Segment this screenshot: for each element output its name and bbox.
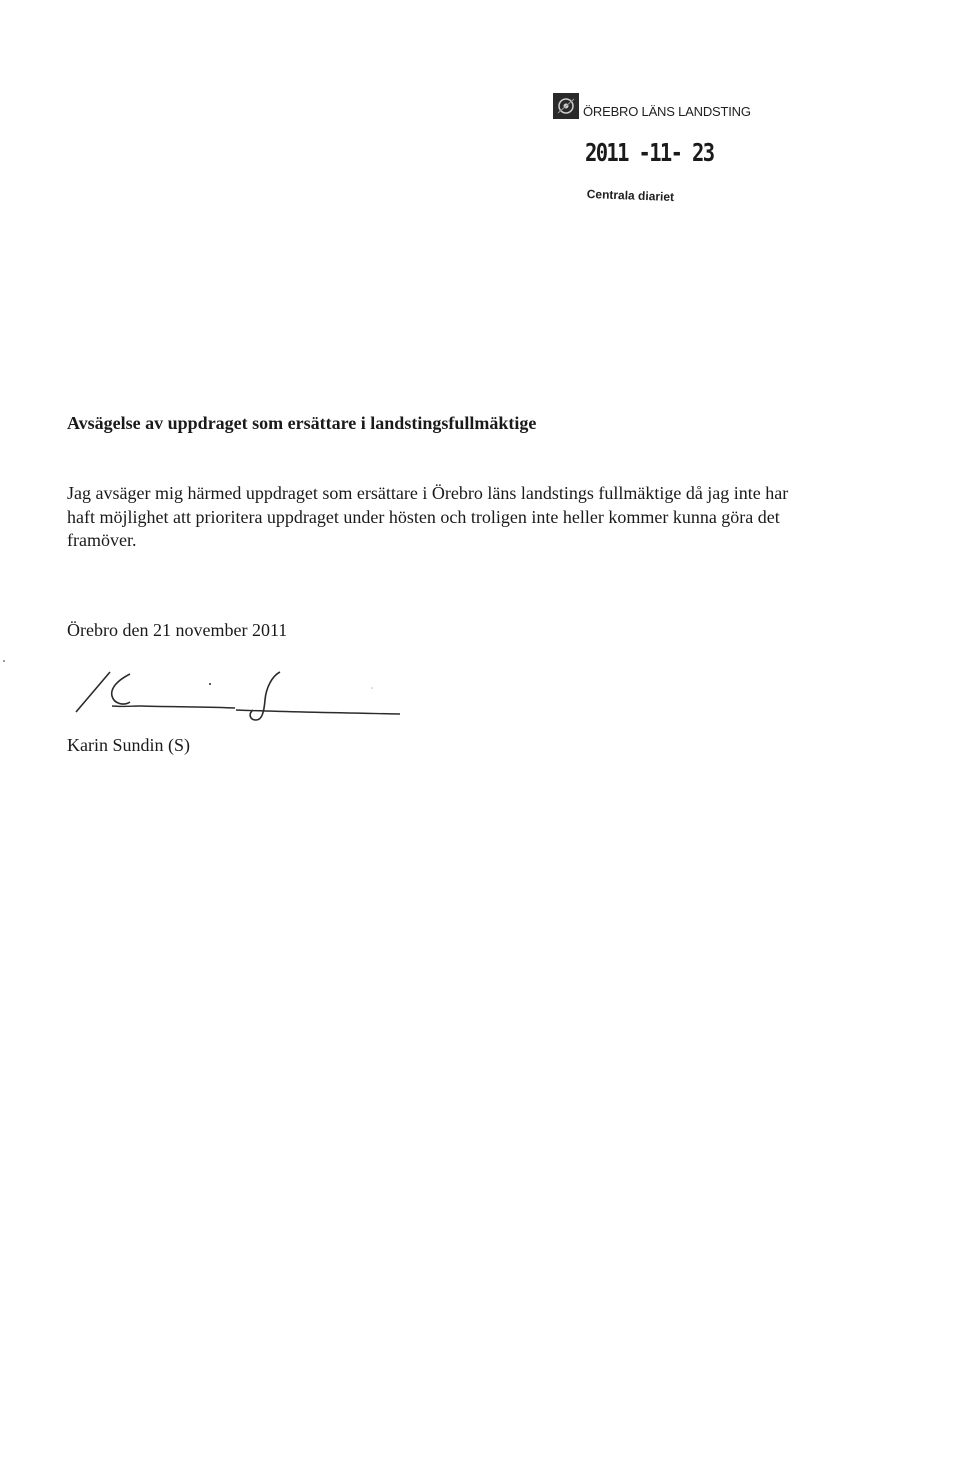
received-stamp [550,90,770,220]
stamp-department: Centrala diariet [586,187,675,205]
scan-speck [3,660,5,662]
stamp-organization: ÖREBRO LÄNS LANDSTING [583,104,751,119]
place-and-date: Örebro den 21 november 2011 [67,620,288,640]
orebro-lans-landsting-logo-icon [553,93,579,119]
body-paragraph: Jag avsäger mig härmed uppdraget som ersättare i Örebro läns landstings fullmäktige då jag inte har haft möjlighet att prioritera uppdraget under hösten och troligen inte heller kommer kunna göra det framöver. [67,483,789,550]
document-title: Avsägelse av uppdraget som ersättare i landstingsfullmäktige [67,413,537,433]
stamp-date: 2011 -11- 23 [585,138,714,167]
signer-name: Karin Sundin (S) [67,735,190,755]
handwritten-signature-icon [60,660,420,735]
